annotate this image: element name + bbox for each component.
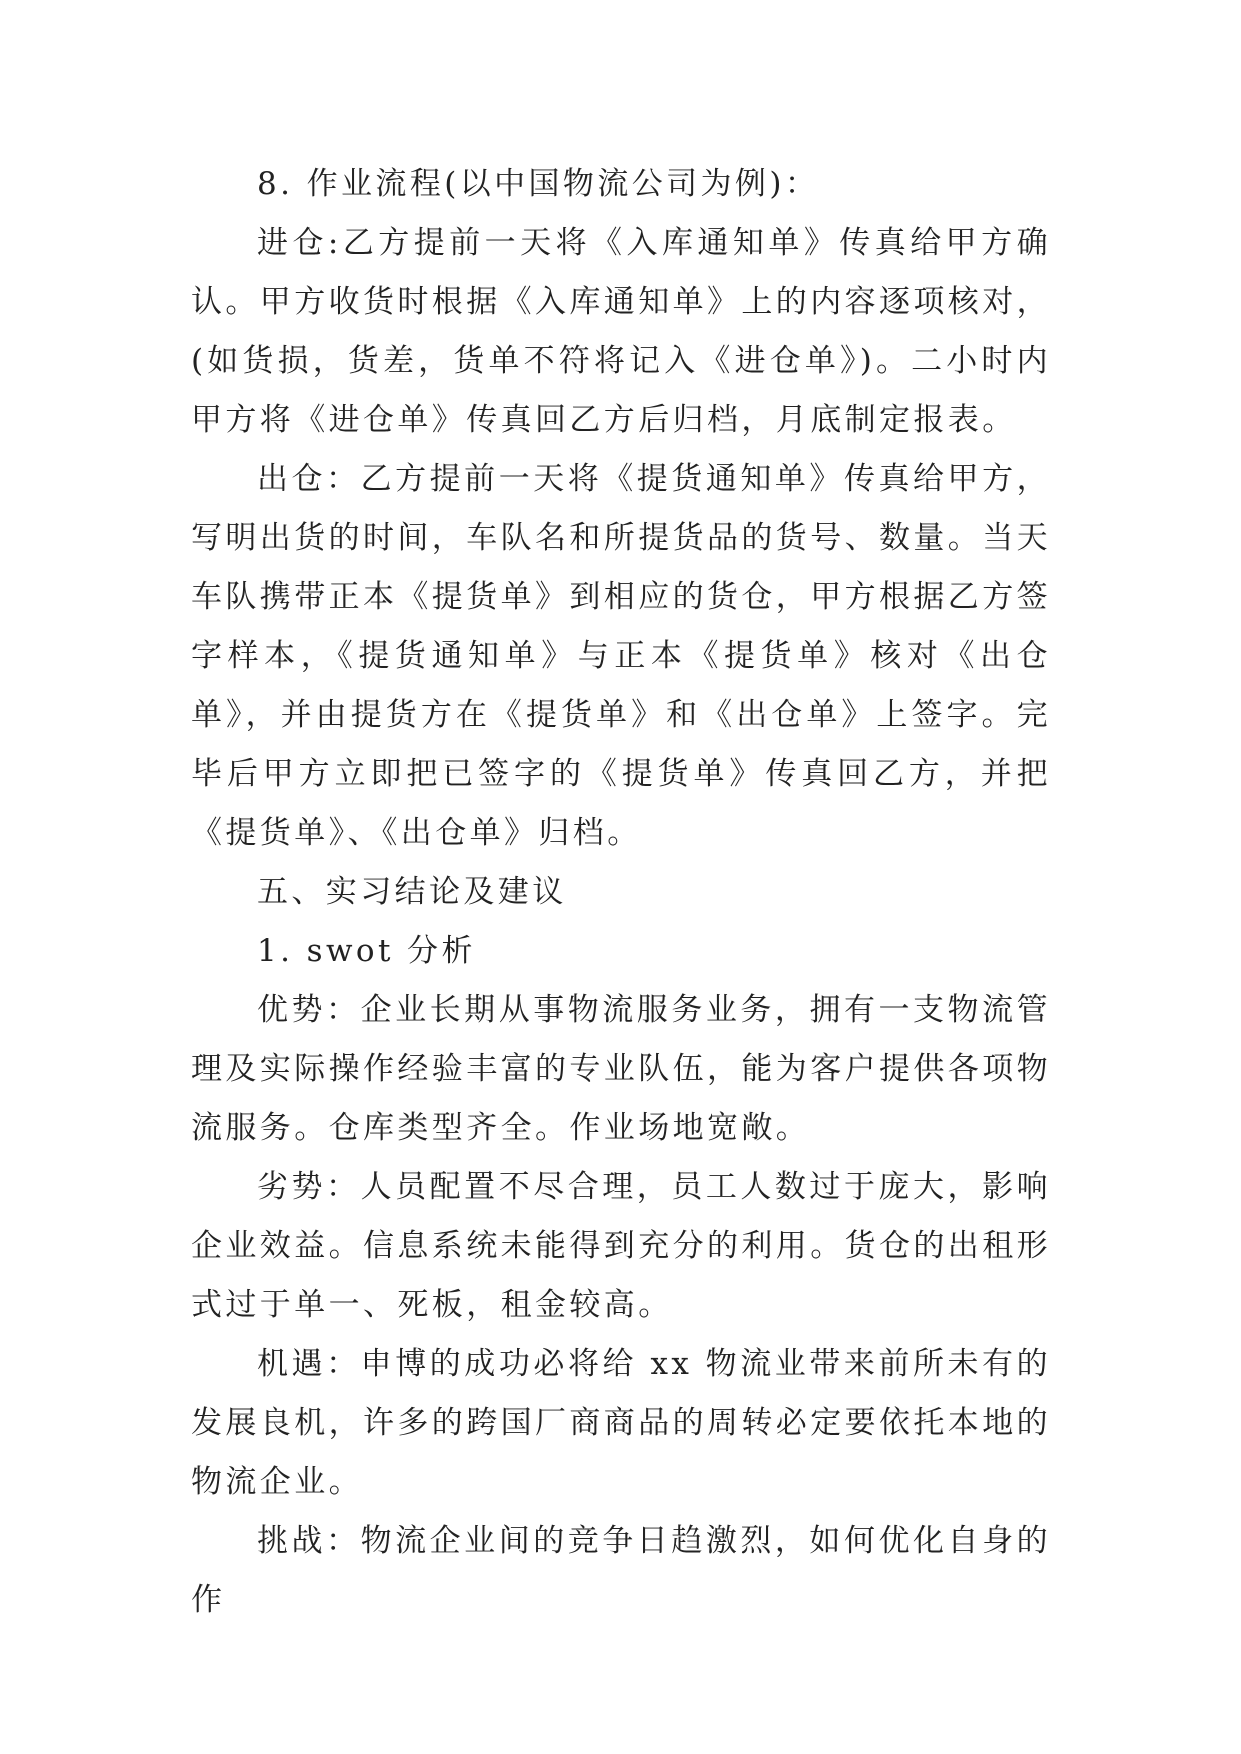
paragraph-warehouse-in: 进仓:乙方提前一天将《入库通知单》传真给甲方确认。甲方收货时根据《入库通知单》上的内容逐项核对，(如货损，货差，货单不符将记入《进仓单》)。二小时内甲方将《进仓单》传真回乙方后归档，月底制定报表。 [191, 225, 1051, 438]
subsection-heading-swot: 1. swot 分析 [257, 933, 476, 969]
section-heading-conclusion: 五、实习结论及建议 [257, 874, 567, 910]
paragraph-strengths: 优势：企业长期从事物流服务业务，拥有一支物流管理及实际操作经验丰富的专业队伍，能为客户提供各项物流服务。仓库类型齐全。作业场地宽敞。 [191, 992, 1051, 1146]
document-body [191, 155, 1051, 1630]
paragraph-workflow-heading: 8. 作业流程(以中国物流公司为例)： [257, 166, 820, 202]
paragraph-weaknesses: 劣势：人员配置不尽合理，员工人数过于庞大，影响企业效益。信息系统未能得到充分的利用。货仓的出租形式过于单一、死板，租金较高。 [191, 1169, 1051, 1323]
paragraph-warehouse-out: 出仓：乙方提前一天将《提货通知单》传真给甲方，写明出货的时间，车队名和所提货品的货号、数量。当天车队携带正本《提货单》到相应的货仓，甲方根据乙方签字样本，《提货通知单》与正本《提货单》核对《出仓单》，并由提货方在《提货单》和《出仓单》上签字。完毕后甲方立即把已签字的《提货单》传真回乙方，并把《提货单》、《出仓单》归档。 [191, 461, 1051, 851]
paragraph-threats: 挑战：物流企业间的竞争日趋激烈，如何优化自身的作 [191, 1523, 1051, 1618]
paragraph-opportunities: 机遇：申博的成功必将给 xx 物流业带来前所未有的发展良机，许多的跨国厂商商品的周转必定要依托本地的物流企业。 [191, 1346, 1051, 1500]
